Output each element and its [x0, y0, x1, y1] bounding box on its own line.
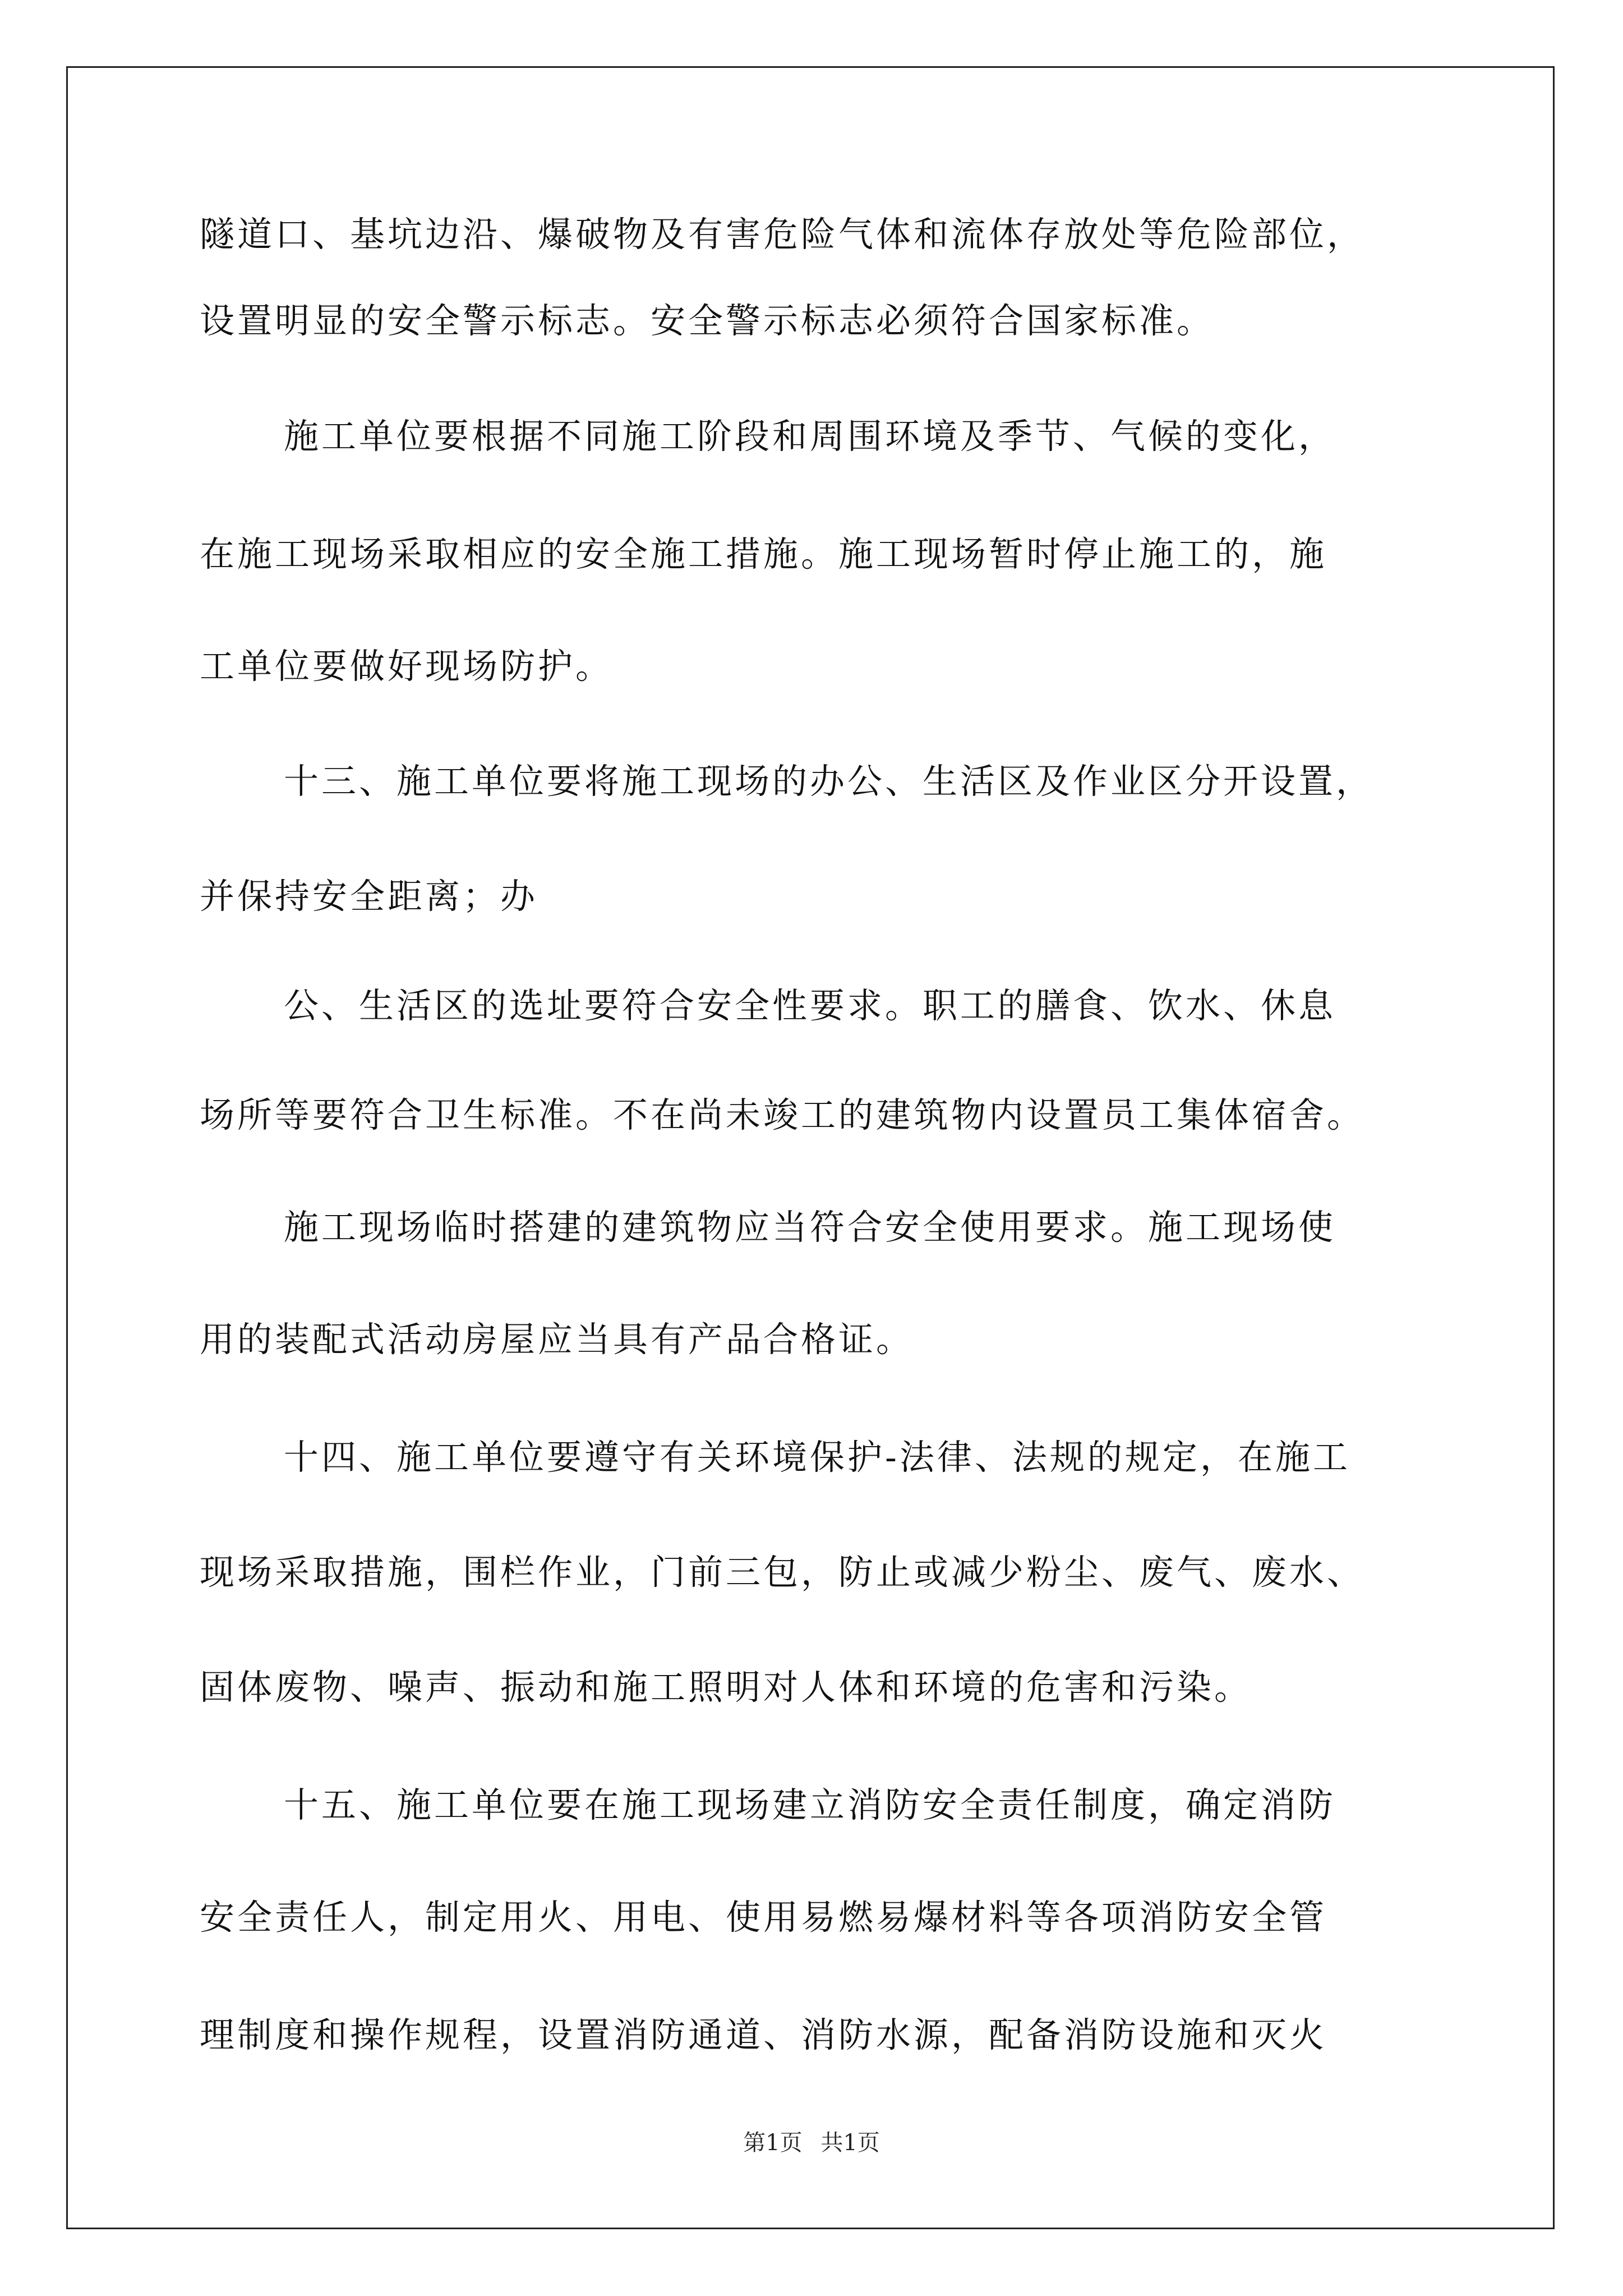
page-number: 第1页 [743, 2130, 803, 2156]
text-line: 设置明显的安全警示标志。安全警示标志必须符合国家标准。 [200, 300, 1215, 341]
text-line: 场所等要符合卫生标准。不在尚未竣工的建筑物内设置员工集体宿舍。 [200, 1094, 1365, 1135]
text-line: 十四、施工单位要遵守有关环境保护-法律、法规的规定，在施工 [284, 1437, 1350, 1478]
text-line: 工单位要做好现场防护。 [200, 646, 614, 687]
text-line: 安全责任人，制定用火、用电、使用易燃易爆材料等各项消防安全管 [200, 1897, 1327, 1938]
text-line: 固体废物、噪声、振动和施工照明对人体和环境的危害和污染。 [200, 1667, 1252, 1708]
text-line: 十五、施工单位要在施工现场建立消防安全责任制度，确定消防 [284, 1784, 1336, 1825]
text-line: 现场采取措施，围栏作业，门前三包，防止或减少粉尘、废气、废水、 [200, 1552, 1365, 1593]
text-line: 十三、施工单位要将施工现场的办公、生活区及作业区分开设置， [284, 761, 1374, 802]
text-line: 公、生活区的选址要符合安全性要求。职工的膳食、饮水、休息 [284, 985, 1336, 1026]
page-total: 共1页 [820, 2130, 880, 2156]
text-line: 隧道口、基坑边沿、爆破物及有害危险气体和流体存放处等危险部位， [200, 214, 1365, 255]
text-line: 在施工现场采取相应的安全施工措施。施工现场暂时停止施工的，施 [200, 533, 1327, 574]
page-footer [0, 2129, 1623, 2157]
text-line: 用的装配式活动房屋应当具有产品合格证。 [200, 1319, 914, 1360]
text-line: 施工单位要根据不同施工阶段和周围环境及季节、气候的变化， [284, 416, 1336, 457]
text-line: 并保持安全距离；办 [200, 876, 538, 917]
text-line: 施工现场临时搭建的建筑物应当符合安全使用要求。施工现场使 [284, 1207, 1336, 1248]
text-line: 理制度和操作规程，设置消防通道、消防水源，配备消防设施和灭火 [200, 2014, 1327, 2055]
